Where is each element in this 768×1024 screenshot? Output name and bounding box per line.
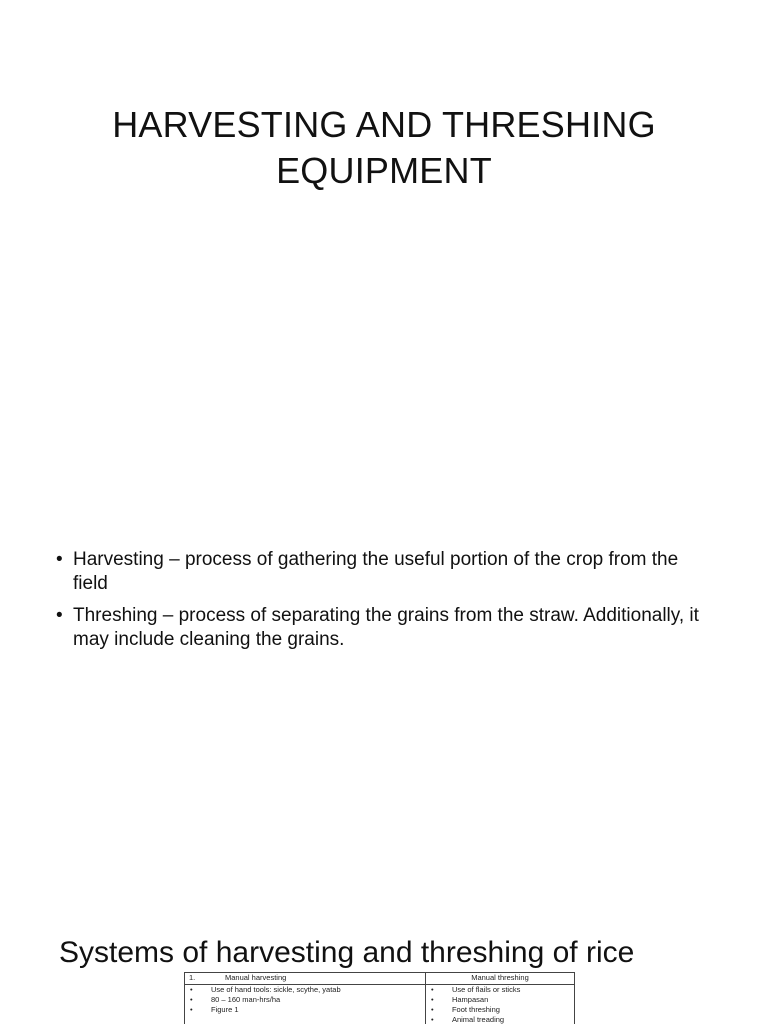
header-left-label: Manual harvesting — [225, 973, 287, 982]
title-line-2: EQUIPMENT — [276, 150, 492, 192]
definition-text: Harvesting – process of gathering the useful portion of the crop from the field — [73, 549, 679, 594]
systems-table — [184, 972, 575, 1024]
definition-list — [56, 548, 716, 660]
table-row — [185, 985, 575, 1024]
table-header-row — [185, 973, 575, 985]
slide-definitions — [0, 512, 768, 896]
list-item: • Use of hand tools: sickle, scythe, yatab — [189, 985, 421, 995]
definition-item-harvesting — [56, 548, 716, 596]
list-item: • Hampasan — [430, 995, 570, 1005]
header-manual-harvesting — [185, 973, 426, 985]
list-item: • 80 – 160 man-hrs/ha — [189, 995, 421, 1005]
threshing-cell — [425, 985, 574, 1024]
harvesting-cell — [185, 985, 426, 1024]
header-manual-threshing: Manual threshing — [425, 973, 574, 985]
harvesting-list — [189, 985, 421, 1015]
slide-title-heading — [84, 102, 684, 194]
list-item: • Foot threshing — [430, 1005, 570, 1015]
systems-title: Systems of harvesting and threshing of rice — [59, 935, 635, 969]
definition-text: Threshing – process of separating the grains from the straw. Additionally, it may include cleaning the grains. — [73, 605, 699, 650]
list-item: • Figure 1 — [189, 1005, 421, 1015]
threshing-list — [430, 985, 570, 1024]
bullet-marker: • — [56, 605, 63, 626]
header-number: 1. — [189, 973, 196, 982]
list-item: • Use of flails or sticks — [430, 985, 570, 995]
list-item: • Animal treading — [430, 1015, 570, 1024]
bullet-marker: • — [56, 549, 63, 570]
definition-item-threshing — [56, 604, 716, 652]
title-line-1: HARVESTING AND THRESHING — [112, 104, 656, 146]
slide-systems — [0, 896, 768, 1024]
